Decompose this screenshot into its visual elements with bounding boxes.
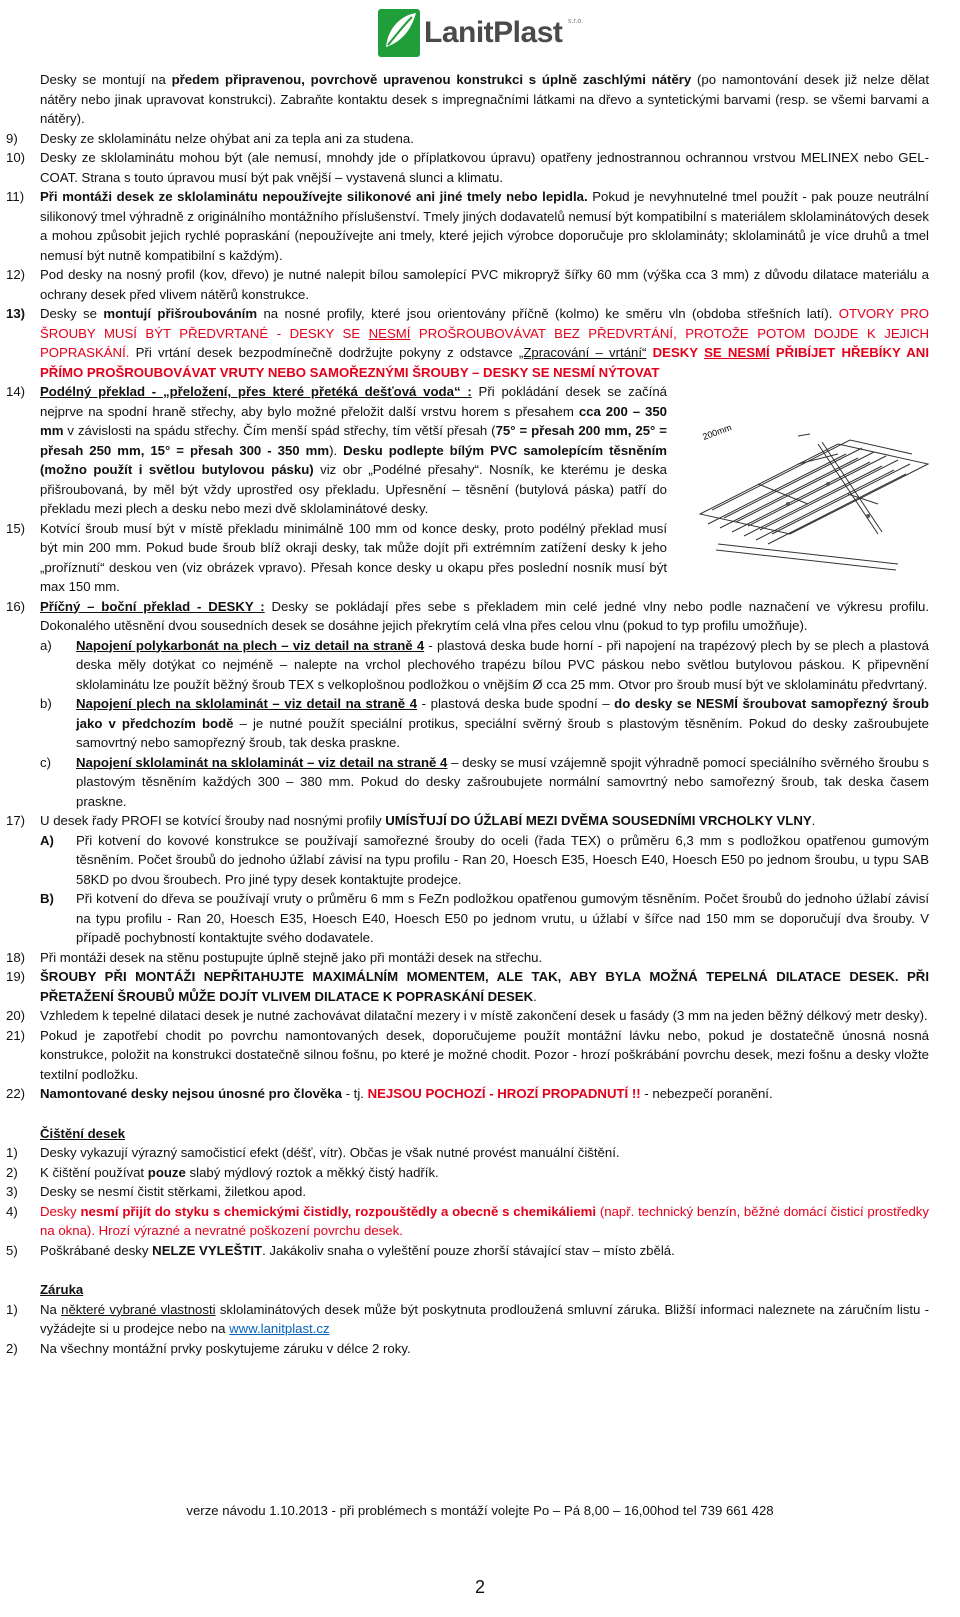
- sub-item: A) Při kotvení do kovové konstrukce se používají samořezné šrouby do oceli (řada TEX) o průměru 6,3 mm s podložkou opatřenou gumovým těsněním. Počet šroubů do jednoho úžlabí závisí na typu profilu - Ran 20, Hoesch E35, Hoesch E40, Hoesch E50 po jednom šroubu, u typu SAB 58KD po dvou šroubech. Pro jiné typy desek kontaktujte prodejce.: [40, 832, 929, 887]
- footer: verze návodu 1.10.2013 - při problémech s montáží volejte Po – Pá 8,00 – 16,00hod tel 739 661 428: [186, 1503, 774, 1518]
- list-item: 2) Na všechny montážní prvky poskytujeme záruku v délce 2 roky.: [6, 1340, 411, 1356]
- logo-mark: s.r.o.: [568, 18, 584, 25]
- sub-item: c) Napojení sklolaminát na sklolaminát – viz detail na straně 4 – desky se musí vzájemně spojit výhradně pomocí speciálního svěrného šroubu s plastovým těsněním každých 300 – 380 mm. Pokud do desky zašroubujete normální samovrtný nebo samořezný šroub, tak deska časem praskne.: [40, 754, 929, 809]
- dimension-label: 200mm: [701, 424, 733, 442]
- overlap-diagram: [698, 424, 930, 582]
- leaf-logo-icon: [378, 7, 422, 59]
- website-link[interactable]: www.lanitplast.cz: [229, 1321, 330, 1336]
- list-item: 1) Na některé vybrané vlastnosti sklolaminátových desek může být poskytnuta prodloužená smluvní záruka. Bližší informaci naleznete na záručním listu - vyžádejte si u prodejce nebo na www.lanitplast.cz: [6, 1301, 930, 1336]
- list-item: 14) Podélný překlad - „přeložení, přes které přetéká dešťová voda“ : Při pokládání desek se začíná nejprve na spodní hraně střechy, aby bylo možné přeložit další vrstvu horem s přesahem cca 200 – 350 mm v závislosti na spádu střechy. Čím menší spád střechy, tím větší přesah (75° = přesah 200 mm, 25° = přesah 250 mm, 15° = přesah 300 - 350 mm). Desku podlepte bílým PVC samolepícím těsněním (možno použít i světlou butylovou pásku) viz obr „Podélné přesahy“. Nosník, ke kterému je deska přišroubovaná, by měl být vždy uprostřed osy překladu. Upřesnění – těsnění (butylová páska) patří do překladu mezi plech a desku nebo mezi dvě sklolaminátové desky.: [6, 384, 667, 516]
- page-number: 2: [474, 1577, 485, 1597]
- intro-paragraph: Desky se montují na předem připravenou, povrchově upravenou konstrukci s úplně zaschlými nátěry (po namontování desek již nelze dělat nátěry nebo jinak upravovat konstrukci). Zabraňte kontaktu desek s impregnačními látkami na dřevo a syntetickými barvami (resp. se všemi barvami a nátěry).: [40, 72, 929, 126]
- list-item: 22) Namontované desky nejsou únosné pro člověka - tj. NEJSOU POCHOZÍ - HROZÍ PROPADNUTÍ !! - nebezpečí poranění.: [6, 1086, 773, 1101]
- list-item: 2) K čištění používat pouze slabý mýdlový roztok a měkký čistý hadřík.: [6, 1164, 439, 1180]
- sub-item: a) Napojení polykarbonát na plech – viz detail na straně 4 - plastová deska bude horní - při napojení na trapézový plech by se plech a plastová deska měly dotýkat co nejméně – nalepte na vrchol plechového trapézu bílou PVC páskou nebo světlou butylovou páskou. K připevnění sklolaminátu lze použít běžný šroub TEX s velkoplošnou podložkou o vnějším Ø cca 25 mm. Otvor pro šroub musí být ve sklolaminátu předvrtaný.: [40, 637, 929, 692]
- list-item: 1) Desky vykazují výrazný samočisticí efekt (déšť, vítr). Občas je však nutné provést manuální čištění.: [6, 1145, 620, 1160]
- list-item: 10) Desky ze sklolaminátu mohou být (ale nemusí, mnohdy jde o příplatkovou úpravu) opatřeny jednostrannou ochrannou vrstvou MELINEX nebo GEL-COAT. Strana s touto úpravou musí být pak vnější – vystavená slunci a klimatu.: [6, 150, 929, 185]
- section-heading-warranty: Záruka: [40, 1282, 84, 1297]
- list-item: 21) Pokud je zapotřebí chodit po povrchu namontovaných desek, doporučujeme použít montážní lávku nebo, pokud je dostatečně únosná nosná konstrukce, položit na konstrukci dostatečně silnou fošnu, po které je možné chodit. Pozor - hrozí poškrábání povrchu desek, mezi fošnu a desky vložte textilní podložku.: [6, 1027, 929, 1082]
- list-item: 17) U desek řady PROFI se kotvící šrouby nad nosnými profily UMÍSŤUJÍ DO ÚŽLABÍ MEZI DVĚMA SOUSEDNÍMI VRCHOLKY VLNY.: [6, 813, 816, 828]
- list-item: 19) ŠROUBY PŘI MONTÁŽI NEPŘITAHUJTE MAXIMÁLNÍM MOMENTEM, ALE TAK, ABY BYLA MOŽNÁ TEPELNÁ DILATACE DESEK. PŘI PŘETAŽENÍ ŠROUBŮ MŮŽE DOJÍT VLIVEM DILATACE K POPRASKÁNÍ DESEK.: [6, 969, 929, 1004]
- sub-item: b) Napojení plech na sklolaminát – viz detail na straně 4 - plastová deska bude spodní – do desky se NESMÍ šroubovat samopřezný šroub jako v předchozím bodě – je nutné použít speciální protikus, speciální svěrný šroub s plastovým těsněním. Pokud do desky zašroubujete samovrtný nebo samopřezný šroub, tak deska praskne.: [40, 696, 929, 750]
- sub-item: B) Při kotvení do dřeva se používají vruty o průměru 6 mm s FeZn podložkou opatřenou gumovým těsněním. Počet šroubů do jednoho úžlabí závisí na typu profilu - Ran 20, Hoesch E35, Hoesch E40, Hoesch E50 po jednom vrutu, u úžlabí v šířce nad 150 mm se doporučují dva šrouby. V případě pochybností kontaktujte svého dodavatele.: [40, 891, 929, 945]
- list-item: 9) Desky ze sklolaminátu nelze ohýbat ani za tepla ani za studena.: [6, 130, 414, 146]
- list-item: 15) Kotvící šroub musí být v místě překladu minimálně 100 mm od konce desky, proto podélný překlad musí být min 200 mm. Pokud bude šroub blíž okraji desky, tak může dojít při extrémním zatížení desky k jeho „proříznutí“ deskou ven (viz obrázek vpravo). Přesah konce desky u okapu přes poslední nosník musí být max 150 mm.: [6, 520, 667, 594]
- list-item: 12) Pod desky na nosný profil (kov, dřevo) je nutné nalepit bílou samolepící PVC mikropryž šířky 60 mm (výška cca 3 mm) z důvodu dilatace materiálu a ochrany desek před vlivem nátěrů konstrukce.: [6, 267, 929, 302]
- company-logo: [378, 4, 588, 62]
- list-item: 3) Desky se nesmí čistit stěrkami, žiletkou apod.: [6, 1184, 307, 1199]
- document-body: [6, 70, 929, 1358]
- list-item: 13) Desky se montují přišroubováním na nosné profily, které jsou orientovány příčně (kolmo) ke směru vln (obdoba střešních latí). OTVORY PRO ŠROUBY MUSÍ BÝT PŘEDVRTANÉ - DESKY SE NESMÍ PROŠROUBOVÁVAT BEZ PŘEDVRTÁNÍ, PROTOŽE POTOM DOJDE K JEJICH POPRASKÁNÍ. Při vrtání desek bezpodmínečně dodržujte pokyny z odstavce „Zpracování – vrtání“ DESKY SE NESMÍ PŘIBÍJET HŘEBÍKY ANI PŘÍMO PROŠROUBOVÁVAT VRUTY NEBO SAMOŘEZNÝMI ŠROUBY – DESKY SE NESMÍ NÝTOVAT: [6, 306, 929, 380]
- logo-text: LanitPlast: [424, 16, 563, 50]
- list-item: 20) Vzhledem k tepelné dilataci desek je nutné zachovávat dilatační mezery i v místě zakončení desek u fasády (3 mm na jeden běžný délkový metr desky).: [6, 1008, 928, 1023]
- list-item: 11) Při montáži desek ze sklolaminátu nepoužívejte silikonové ani jiné tmely nebo lepidla. Pokud je nevyhnutelné tmel použít - pak pouze neutrální silikonový tmel výhradně z originálního montážního příslušenství. Tmely jiných dodavatelů nemusí být kompatibilní s materiálem sklolaminátových desek a mohou způsobit jejich rychlé popraskání (nepoužívejte ani tmely, které jejich výrobce doporučuje pro sklolamináty; sklolaminátů je více druhů a tmel nemusí být nutně kompatibilní s každým).: [6, 189, 929, 263]
- list-item: 18) Při montáži desek na stěnu postupujte úplně stejně jako při montáži desek na střechu.: [6, 949, 543, 965]
- list-item: 5) Poškrábané desky NELZE VYLEŠTIT. Jakákoliv snaha o vyleštění pouze zhorší stávající stav – místo zbělá.: [6, 1242, 675, 1258]
- section-heading-cleaning: Čištění desek: [40, 1125, 126, 1141]
- list-item: 16) Příčný – boční překlad - DESKY : Desky se pokládají přes sebe s překladem min celé jedné vlny nebo podle naznačení ve výkresu profilu. Dokonalého utěsnění dvou sousedních desek se dosáhne jejich překrytím celá vlna přes celou vlnu (pokud to typ profilu umožňuje).: [6, 598, 930, 633]
- list-item: 4) Desky nesmí přijít do styku s chemickými čistidly, rozpouštědly a obecně s chemikáliemi (např. technický benzín, běžné domácí čisticí prostředky na okna). Hrozí výrazné a nevratné poškození povrchu desek.: [6, 1203, 929, 1238]
